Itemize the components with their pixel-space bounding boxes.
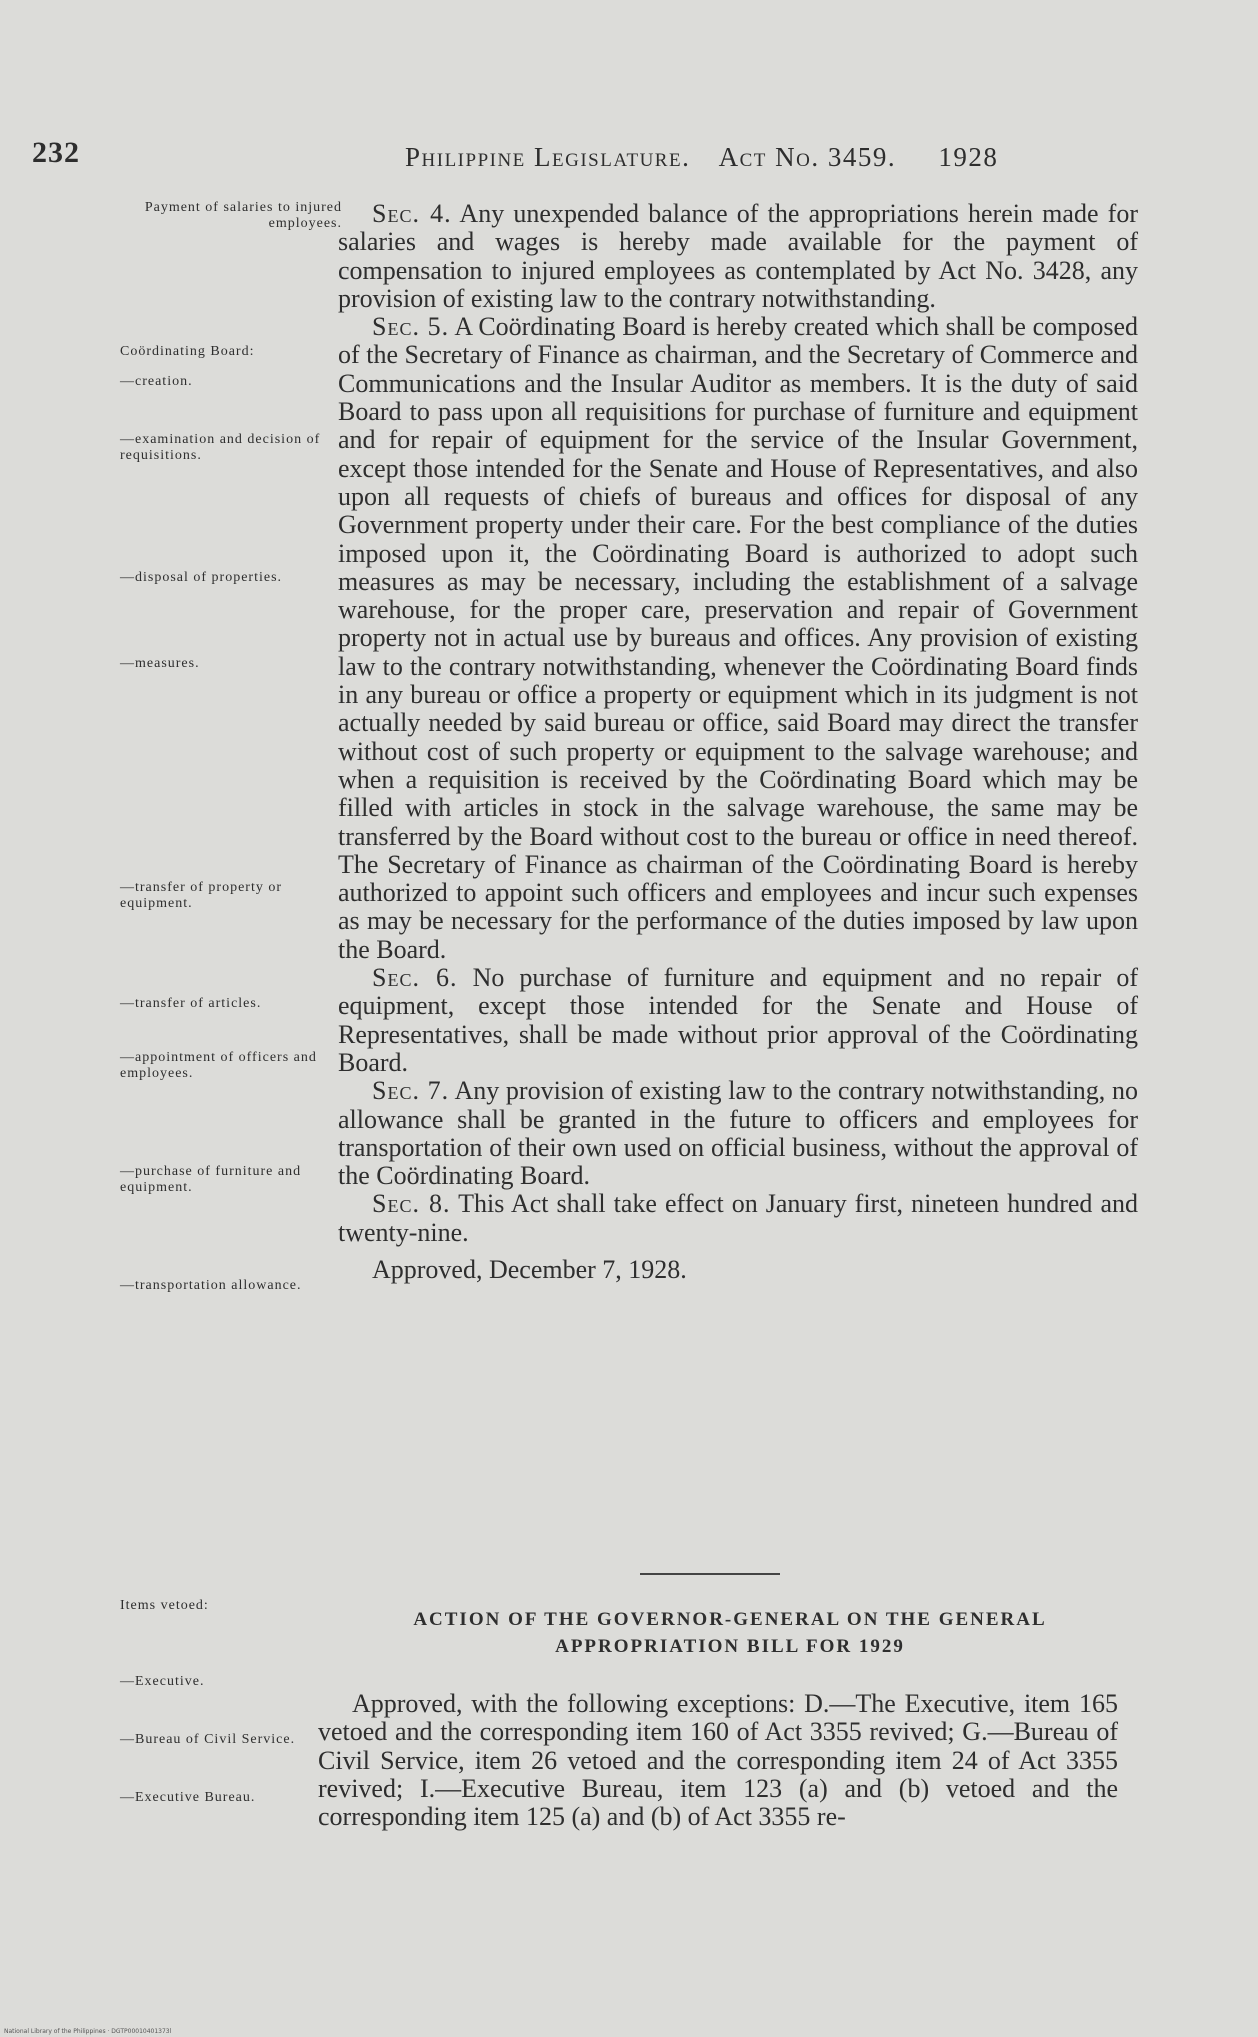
side-note: —measures. [120, 656, 200, 671]
section-label: Sec. 7. [372, 1076, 450, 1106]
side-note: —transportation allowance. [120, 1278, 302, 1293]
section-text: A Coördinating Board is hereby created which shall be composed of the Secretary of Finance as chairman, and the Secretary of Commerce and Communications and the Insular Auditor as members. It is the duty of said Board to pass upon all requisitions for purchase of furniture and equipment and for repair of equipment for the service of the Insular Government, except those intended for the Senate and House of Representatives, and also upon all requests of chiefs of bureaus and offices for disposal of any Government property under their care. For the best compliance of the duties imposed upon it, the Coördinating Board is authorized to adopt such measures as may be necessary, including the establishment of a salvage warehouse, for the proper care, preservation and repair of Government property not in actual use by bureaus and offices. Any provision of existing law to the contrary notwithstanding, whenever the Coördinating Board finds in any bureau or office a property or equipment which in its judgment is not actually needed by said bureau or office, said Board may direct the transfer without cost of such property or equipment to the salvage warehouse; and when a requisition is received by the Coördinating Board which may be filled with articles in stock in the salvage warehouse, the same may be transferred by the Board without cost to the bureau or office in need thereof. The Secretary of Finance as chairman of the Coördinating Board is hereby authorized to appoint such officers and employees and incur such expenses as may be necessary for the performance of the duties imposed by law upon the Board. [338, 312, 1139, 964]
side-note: —creation. [120, 374, 193, 389]
action-heading [330, 1606, 1130, 1660]
side-note: Coördinating Board: [120, 344, 255, 359]
running-title: Philippine Legislature. [405, 142, 691, 172]
side-note: —purchase of furniture and equipment. [120, 1164, 302, 1195]
section-label: Sec. 8. [372, 1189, 451, 1219]
action-body [318, 1690, 1118, 1831]
footer-stamp: National Library of the Philippines · DGTP00010401373l [4, 2028, 172, 2035]
section-divider [640, 1573, 780, 1575]
approval-date: Approved, December 7, 1928. [372, 1254, 687, 1284]
section-4 [338, 200, 1138, 313]
action-heading-line: APPROPRIATION BILL FOR 1929 [555, 1636, 905, 1657]
side-note: —disposal of properties. [120, 570, 283, 585]
section-label: Sec. 4. [372, 199, 452, 228]
act-body [338, 200, 1138, 1285]
side-note: —transfer of articles. [120, 996, 262, 1011]
section-text: Any provision of existing law to the contrary notwithstanding, no allowance shall be granted in the future to officers and employees for transportation of their own used on official business, without the approval of the Coördinating Board. [338, 1076, 1138, 1191]
side-note: —Executive Bureau. [120, 1790, 256, 1805]
side-note: —Executive. [120, 1674, 205, 1689]
section-label: Sec. 6. [372, 963, 458, 993]
side-note: Payment of salaries to injured employees. [144, 200, 342, 231]
action-text: Approved, with the following exceptions: D.—The Executive, item 165 vetoed and the corresponding item 160 of Act 3355 revived; G.—Bureau of Civil Service, item 26 vetoed and the corresponding item 24 of Act 3355 revived; I.—Executive Bureau, item 123 (a) and (b) vetoed and the corresponding item 125 (a) and (b) of Act 3355 re- [318, 1689, 1118, 1832]
section-8 [338, 1190, 1138, 1247]
section-label: Sec. 5. [372, 312, 450, 342]
side-note: —appointment of officers and employees. [120, 1050, 317, 1081]
side-note: —Bureau of Civil Service. [120, 1732, 296, 1747]
side-note: Items vetoed: [120, 1598, 209, 1613]
section-text: No purchase of furniture and equipment and no repair of equipment, except those intended for the Senate and House of Representatives, shall be made without prior approval of the Coördinating Board. [338, 963, 1139, 1077]
action-heading-line: ACTION OF THE GOVERNOR-GENERAL ON THE GENERAL [413, 1609, 1047, 1630]
side-note: —examination and decision of requisitions. [120, 432, 321, 463]
section-text: This Act shall take effect on January first, nineteen hundred and twenty-nine. [338, 1189, 1138, 1247]
section-7 [338, 1077, 1138, 1190]
section-text: Any unexpended balance of the appropriations herein made for salaries and wages is hereby made available for the payment of compensation to injured employees as contemplated by Act No. 3428, any provision of existing law to the contrary notwithstanding. [338, 199, 1138, 313]
page-number: 232 [32, 136, 80, 169]
header-year: 1928 [938, 142, 999, 172]
section-5 [338, 313, 1138, 964]
running-head [405, 142, 998, 173]
side-note: —transfer of property or equipment. [120, 880, 283, 911]
act-number: Act No. 3459. [718, 142, 897, 172]
section-6 [338, 964, 1138, 1077]
